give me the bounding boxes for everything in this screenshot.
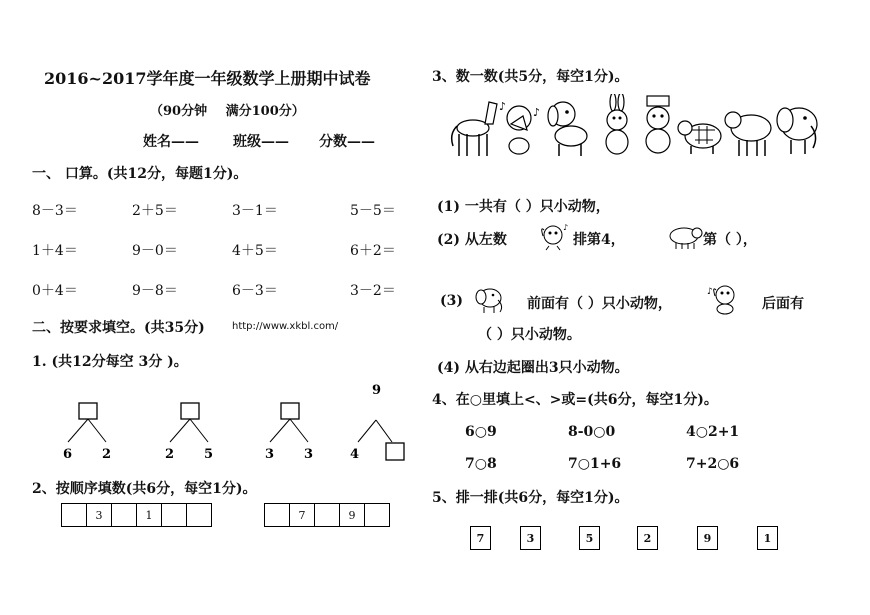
tree-left-number: 4 <box>350 447 360 462</box>
sheep-icon <box>664 222 704 252</box>
singing-dog-icon <box>705 282 745 316</box>
question1-heading: 1. (共12分每空 3分 )。 <box>32 354 188 370</box>
svg-text:♪: ♪ <box>533 106 541 119</box>
compare-item[interactable]: 7+2○6 <box>686 456 740 472</box>
section2-heading: 二、按要求填空。(共35分) <box>32 320 205 336</box>
svg-text:♪: ♪ <box>499 100 507 113</box>
branch-line <box>190 419 208 442</box>
arithmetic-item: 9－0＝ <box>132 243 178 259</box>
branch-line <box>376 420 392 442</box>
sequence-cell[interactable] <box>61 503 87 527</box>
sequence-cell[interactable] <box>186 503 212 527</box>
tree-right-number: 2 <box>102 447 112 462</box>
answer-box[interactable] <box>79 403 97 419</box>
arithmetic-item: 1＋4＝ <box>32 243 78 259</box>
score-field[interactable]: 分数—— <box>319 134 375 150</box>
page-title: 2016~2017学年度一年级数学上册期中试卷 <box>44 69 371 88</box>
sequence-cell[interactable] <box>161 503 187 527</box>
number-card: 2 <box>637 526 658 550</box>
sequence-cell[interactable] <box>314 503 340 527</box>
sequence-cell: 3 <box>86 503 112 527</box>
compare-item[interactable]: 4○2+1 <box>686 424 740 440</box>
sequence-cell[interactable] <box>264 503 290 527</box>
number-card: 9 <box>697 526 718 550</box>
arithmetic-item: 4＋5＝ <box>232 243 278 259</box>
monkey-icon <box>646 96 670 153</box>
branch-line <box>88 419 106 442</box>
count-question-1: (1) 一共有（ ）只小动物， <box>437 199 610 215</box>
compare-item[interactable]: 7○1+6 <box>568 456 622 472</box>
tree-right-number: 3 <box>304 447 314 462</box>
number-card: 3 <box>520 526 541 550</box>
arithmetic-item: 0＋4＝ <box>32 283 78 299</box>
arithmetic-item: 5－5＝ <box>350 203 396 219</box>
compare-item[interactable]: 8-0○0 <box>568 424 616 440</box>
sequence-cell[interactable] <box>364 503 390 527</box>
branch-line <box>290 419 308 442</box>
count-question-3c: 后面有 <box>762 296 804 312</box>
arithmetic-item: 3－1＝ <box>232 203 278 219</box>
subtitle: （90分钟 满分100分） <box>150 104 305 119</box>
arithmetic-item: 8－3＝ <box>32 203 78 219</box>
animal-row <box>445 94 835 164</box>
dog-icon <box>548 102 587 156</box>
svg-text:♪: ♪ <box>563 223 569 232</box>
arithmetic-item: 9－8＝ <box>132 283 178 299</box>
count-question-3d: （ ）只小动物。 <box>478 327 581 343</box>
answer-box[interactable] <box>181 403 199 419</box>
number-card: 7 <box>470 526 491 550</box>
number-trees <box>0 380 420 470</box>
arithmetic-item: 6＋2＝ <box>350 243 396 259</box>
sequence-cell: 9 <box>339 503 365 527</box>
count-question-3b: 前面有（ ）只小动物， <box>527 296 672 312</box>
branch-line <box>68 419 88 442</box>
count-question-3a: (3) <box>440 293 463 309</box>
sequence-row-1 <box>62 503 212 527</box>
section1-heading: 一、 口算。(共12分，每题1分)。 <box>32 166 248 182</box>
count-question-2b: 排第4， <box>573 232 625 248</box>
arithmetic-item: 2＋5＝ <box>132 203 178 219</box>
question2-heading: 2、按顺序填数(共6分，每空1分)。 <box>32 481 257 497</box>
elephant-icon <box>777 108 817 154</box>
branch-line <box>358 420 376 442</box>
branch-line <box>270 419 290 442</box>
branch-line <box>170 419 190 442</box>
rabbit-icon <box>606 94 628 154</box>
compare-item[interactable]: 7○8 <box>465 456 497 472</box>
elephant-icon <box>472 284 508 316</box>
arithmetic-item: 6－3＝ <box>232 283 278 299</box>
number-card: 5 <box>579 526 600 550</box>
svg-text:♪: ♪ <box>707 287 713 297</box>
tree-left-number: 6 <box>63 447 73 462</box>
sequence-cell: 1 <box>136 503 162 527</box>
sequence-cell: 7 <box>289 503 315 527</box>
class-field[interactable]: 班级—— <box>233 134 289 150</box>
count-question-2a: (2) 从左数 <box>437 232 507 248</box>
tree-left-number: 3 <box>265 447 275 462</box>
sequence-cell[interactable] <box>111 503 137 527</box>
singing-dog-icon <box>535 222 571 252</box>
sheep-icon <box>725 112 771 156</box>
sequence-row-2 <box>265 503 390 527</box>
dog-singing-icon <box>499 100 540 154</box>
answer-box[interactable] <box>386 443 404 460</box>
answer-box[interactable] <box>281 403 299 419</box>
count-question-2c: 第（ ）， <box>703 232 757 248</box>
section3-heading: 3、数一数(共5分，每空1分)。 <box>432 69 629 85</box>
watermark-url: http://www.xkbl.com/ <box>232 321 339 332</box>
compare-item[interactable]: 6○9 <box>465 424 497 440</box>
tree-top-number: 9 <box>372 383 382 398</box>
horse-icon <box>452 102 497 156</box>
arithmetic-item: 3－2＝ <box>350 283 396 299</box>
section4-heading: 4、在○里填上<、>或=(共6分，每空1分)。 <box>432 392 718 408</box>
turtle-icon <box>678 121 721 154</box>
section5-heading: 5、排一排(共6分，每空1分)。 <box>432 490 629 506</box>
tree-left-number: 2 <box>165 447 175 462</box>
name-field[interactable]: 姓名—— <box>143 134 199 150</box>
count-question-4: (4) 从右边起圈出3只小动物。 <box>437 360 629 376</box>
tree-right-number: 5 <box>204 447 214 462</box>
number-card: 1 <box>757 526 778 550</box>
